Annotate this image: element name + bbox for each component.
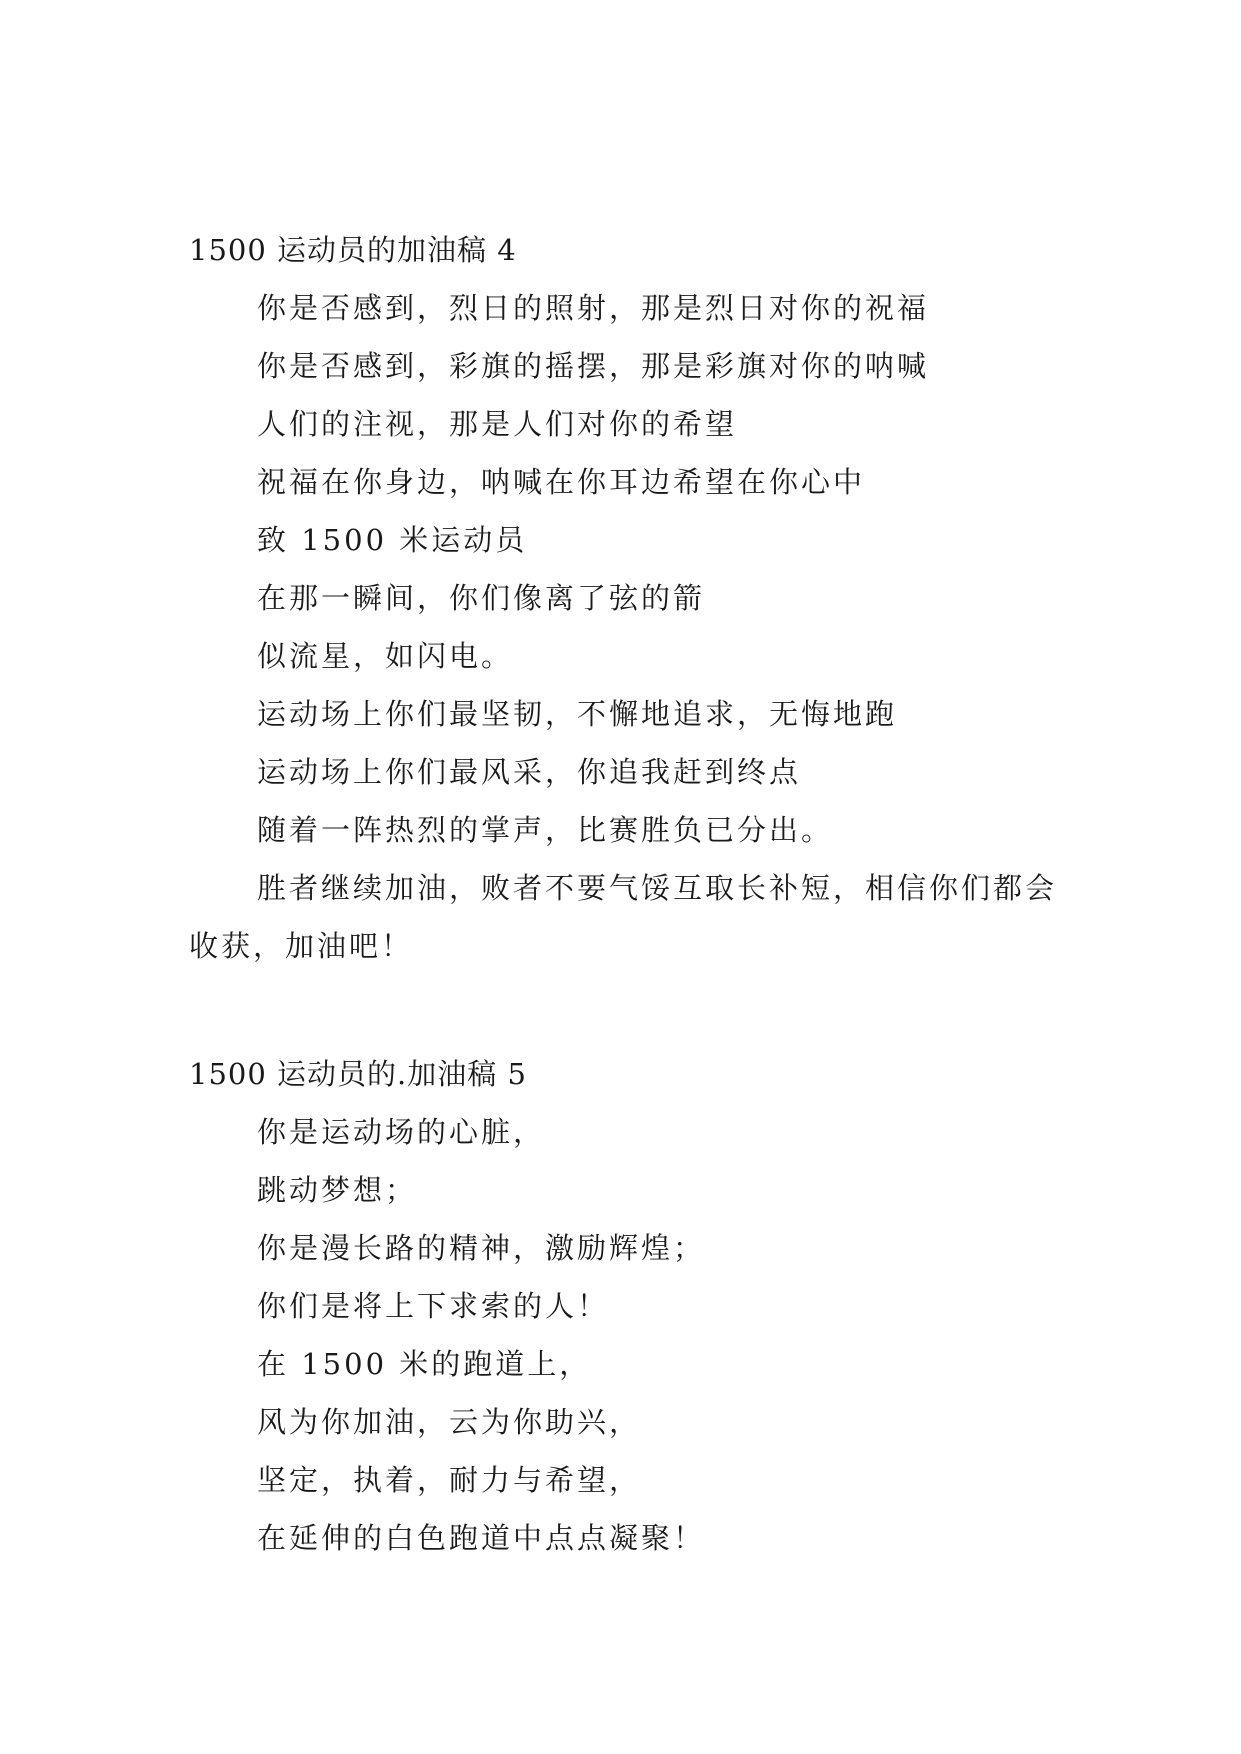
text-line: 你是运动场的心脏， — [257, 1115, 546, 1149]
text-line: 你是漫长路的精神，激励辉煌； — [257, 1231, 706, 1265]
text-line: 在 1500 米的跑道上， — [257, 1347, 592, 1381]
text-line: 致 1500 米运动员 — [257, 523, 528, 557]
closing-paragraph: 胜者继续加油，败者不要气馁互取长补短，相信你们都会收获，加油吧！ — [189, 871, 1058, 963]
speech-section-4 — [189, 221, 1069, 975]
text-line: 跳动梦想； — [257, 1173, 418, 1207]
text-line: 祝福在你身边，呐喊在你耳边希望在你心中 — [257, 465, 866, 499]
text-line: 你是否感到，彩旗的摇摆，那是彩旗对你的呐喊 — [257, 349, 930, 383]
text-line: 坚定，执着，耐力与希望， — [257, 1463, 642, 1497]
text-line: 运动场上你们最坚韧，不懈地追求，无悔地跑 — [257, 697, 898, 731]
speech-section-5 — [189, 1045, 1069, 1567]
section-title: 1500 运动员的加油稿 4 — [189, 233, 517, 267]
section-title: 1500 运动员的.加油稿 5 — [189, 1057, 527, 1091]
text-line: 在延伸的白色跑道中点点凝聚！ — [257, 1521, 706, 1555]
text-line: 你们是将上下求索的人！ — [257, 1289, 610, 1323]
text-line: 你是否感到，烈日的照射，那是烈日对你的祝福 — [257, 291, 930, 325]
text-line: 在那一瞬间，你们像离了弦的箭 — [257, 581, 706, 615]
text-line: 风为你加油，云为你助兴， — [257, 1405, 642, 1439]
text-line: 随着一阵热烈的掌声，比赛胜负已分出。 — [257, 813, 834, 847]
text-line: 似流星，如闪电。 — [257, 639, 514, 673]
text-line: 人们的注视，那是人们对你的希望 — [257, 407, 738, 441]
text-line: 运动场上你们最风采，你追我赶到终点 — [257, 755, 802, 789]
